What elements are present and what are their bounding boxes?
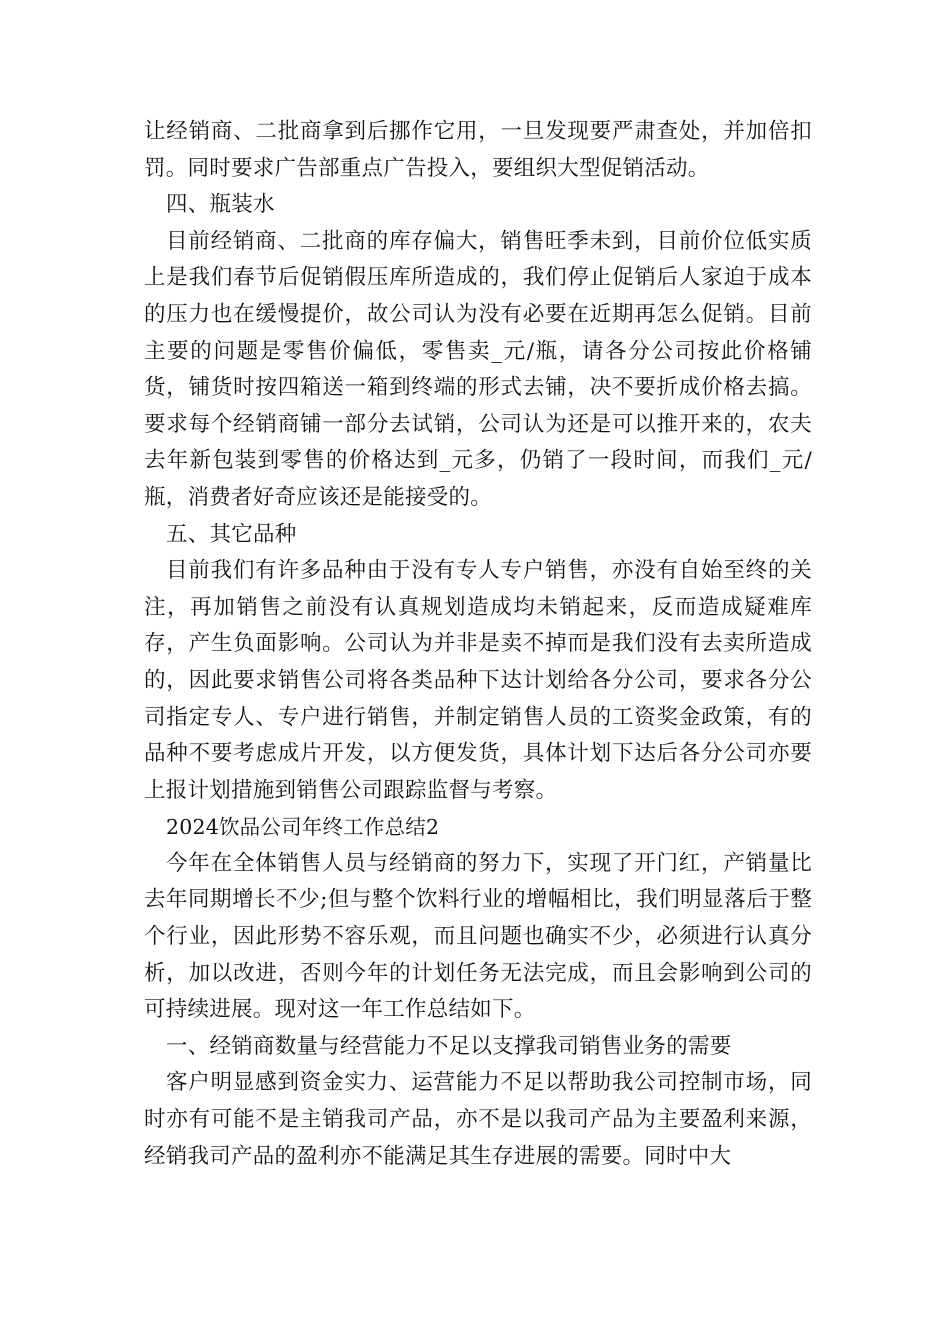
paragraph-intro: 今年在全体销售人员与经销商的努力下，实现了开门红，产销量比去年同期增长不少;但与整个饮料行业的增幅相比，我们明显落后于整个行业，因此形势不容乐观，而且问题也确实不少，必须进行认真分析，加以改进，否则今年的计划任务无法完成，而且会影响到公司的可持续进展。现对这一年工作总结如下。 bbox=[144, 850, 812, 1023]
section-heading-other-products: 五、其它品种 bbox=[166, 521, 297, 547]
section-heading-bottled-water: 四、瓶装水 bbox=[166, 192, 275, 218]
document-page bbox=[144, 114, 812, 1175]
paragraph-other-products: 目前我们有许多品种由于没有专人专户销售，亦没有自始至终的关注，再加销售之前没有认真规划造成均未销起来，反而造成疑难库存，产生负面影响。公司认为并非是卖不掉而是我们没有去卖所造成的，因此要求销售公司将各类品种下达计划给各分公司，要求各分公司指定专人、专户进行销售，并制定销售人员的工资奖金政策，有的品种不要考虑成片开发，以方便发货，具体计划下达后各分公司亦要上报计划措施到销售公司跟踪监督与考察。 bbox=[144, 558, 812, 803]
paragraph-distributors: 客户明显感到资金实力、运营能力不足以帮助我公司控制市场，同时亦有可能不是主销我司产品，亦不是以我司产品为主要盈利来源，经销我司产品的盈利亦不能满足其生存进展的需要。同时中大 bbox=[144, 1070, 812, 1169]
paragraph-bottled-water: 目前经销商、二批商的库存偏大，销售旺季未到，目前价位低实质上是我们春节后促销假压库所造成的，我们停止促销后人家迫于成本的压力也在缓慢提价，故公司认为没有必要在近期再怎么促销。目前主要的问题是零售价偏低，零售卖_元/瓶，请各分公司按此价格铺货，铺货时按四箱送一箱到终端的形式去铺，决不要折成价格去搞。要求每个经销商铺一部分去试销，公司认为还是可以推开来的，农夫去年新包装到零售的价格达到_元多，仍销了一段时间，而我们_元/瓶，消费者好奇应该还是能接受的。 bbox=[144, 228, 812, 510]
document-title: 2024饮品公司年终工作总结2 bbox=[166, 815, 440, 840]
section-heading-distributors: 一、经销商数量与经营能力不足以支撑我司销售业务的需要 bbox=[166, 1033, 732, 1059]
paragraph-continuation: 让经销商、二批商拿到后挪作它用，一旦发现要严肃查处，并加倍扣罚。同时要求广告部重点广告投入，要组织大型促销活动。 bbox=[144, 119, 812, 181]
